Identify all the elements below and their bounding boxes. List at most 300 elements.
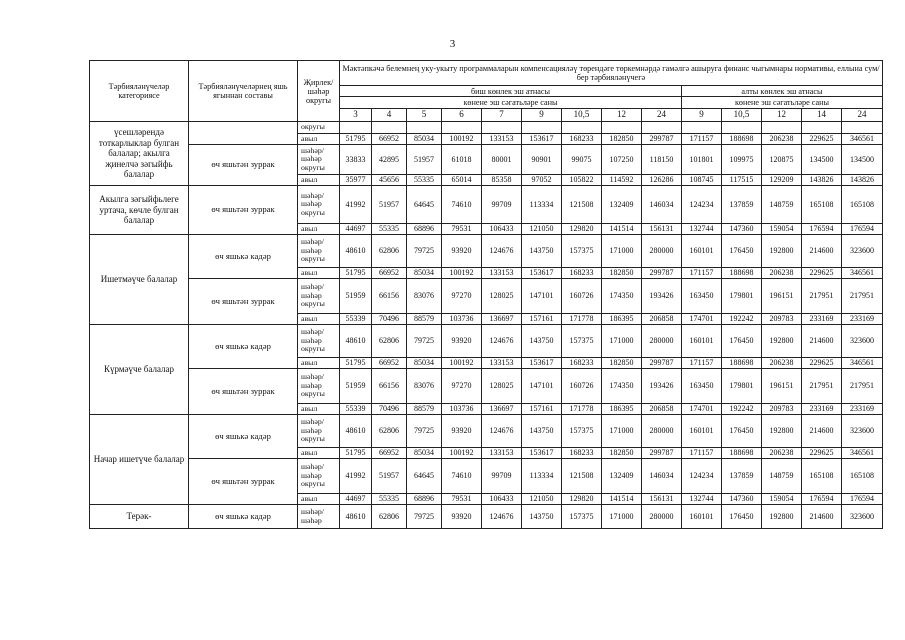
- value-cell: [407, 122, 442, 134]
- value-cell: 136697: [482, 314, 522, 325]
- value-cell: 171000: [602, 325, 642, 358]
- value-cell: 206238: [762, 358, 802, 369]
- value-cell: 79725: [407, 505, 442, 529]
- value-cell: 66952: [372, 134, 407, 145]
- value-cell: [762, 122, 802, 134]
- value-cell: 299787: [642, 358, 682, 369]
- value-cell: 143750: [522, 505, 562, 529]
- header-hours-label-6: көнене эш сәгатьләре саны: [682, 97, 883, 109]
- value-cell: 192800: [762, 505, 802, 529]
- category-cell: Ишетмәүче балалар: [90, 235, 189, 325]
- category-cell: үсешләрендә тоткарлыклар булган балалар; акылга җинелчә зәгыйфь балалар: [90, 122, 189, 186]
- value-cell: 206238: [762, 448, 802, 459]
- value-cell: 146034: [642, 186, 682, 224]
- value-cell: 153617: [522, 268, 562, 279]
- hours-header-5-6: 10,5: [562, 109, 602, 122]
- value-cell: 64645: [407, 186, 442, 224]
- value-cell: 299787: [642, 134, 682, 145]
- value-cell: 55335: [372, 224, 407, 235]
- value-cell: 100192: [442, 448, 482, 459]
- value-cell: 233169: [802, 404, 842, 415]
- location-cell: шәһәр/ шәһәр округы: [298, 459, 340, 494]
- value-cell: 176594: [842, 494, 883, 505]
- value-cell: 88579: [407, 404, 442, 415]
- value-cell: 229625: [802, 134, 842, 145]
- value-cell: 129820: [562, 494, 602, 505]
- value-cell: 280000: [642, 415, 682, 448]
- value-cell: 163450: [682, 279, 722, 314]
- value-cell: 168233: [562, 358, 602, 369]
- header-five-day-week: биш көнлек эш атнасы: [340, 86, 682, 97]
- value-cell: 66952: [372, 268, 407, 279]
- value-cell: 66952: [372, 448, 407, 459]
- value-cell: 137859: [722, 459, 762, 494]
- value-cell: 160101: [682, 325, 722, 358]
- hours-header-5-4: 7: [482, 109, 522, 122]
- value-cell: 165108: [802, 186, 842, 224]
- value-cell: 176450: [722, 415, 762, 448]
- value-cell: 196151: [762, 369, 802, 404]
- value-cell: 192242: [722, 404, 762, 415]
- value-cell: 171157: [682, 448, 722, 459]
- value-cell: 124676: [482, 505, 522, 529]
- header-category: Тәрбияләнүчеләр категориясе: [90, 61, 189, 122]
- hours-header-5-3: 6: [442, 109, 482, 122]
- value-cell: 188698: [722, 134, 762, 145]
- location-cell: авыл: [298, 268, 340, 279]
- category-cell: Акылга зәгыйфьлеге уртача, көчле булган балалар: [90, 186, 189, 235]
- value-cell: 48610: [340, 325, 372, 358]
- age-group-cell: өч яшьтән зуррак: [189, 279, 298, 325]
- value-cell: 129820: [562, 224, 602, 235]
- location-cell: шәһәр/ шәһәр: [298, 505, 340, 529]
- value-cell: 156131: [642, 224, 682, 235]
- value-cell: 100192: [442, 358, 482, 369]
- age-group-cell: өч яшьтән зуррак: [189, 186, 298, 235]
- value-cell: 147101: [522, 369, 562, 404]
- value-cell: 153617: [522, 358, 562, 369]
- value-cell: 103736: [442, 404, 482, 415]
- value-cell: 182850: [602, 134, 642, 145]
- value-cell: 143750: [522, 415, 562, 448]
- value-cell: 214600: [802, 235, 842, 268]
- location-cell: шәһәр/ шәһәр округы: [298, 186, 340, 224]
- table-row: [90, 325, 883, 358]
- hours-header-5-5: 9: [522, 109, 562, 122]
- value-cell: 229625: [802, 358, 842, 369]
- location-cell: авыл: [298, 448, 340, 459]
- value-cell: 346561: [842, 268, 883, 279]
- value-cell: 80001: [482, 145, 522, 175]
- location-cell: шәһәр/ шәһәр округы: [298, 145, 340, 175]
- value-cell: 165108: [842, 186, 883, 224]
- value-cell: 55339: [340, 404, 372, 415]
- value-cell: 157375: [562, 325, 602, 358]
- table-row: [90, 122, 883, 134]
- value-cell: 74610: [442, 186, 482, 224]
- value-cell: 132744: [682, 224, 722, 235]
- value-cell: 206858: [642, 314, 682, 325]
- value-cell: [642, 122, 682, 134]
- value-cell: 160101: [682, 415, 722, 448]
- value-cell: 188698: [722, 448, 762, 459]
- value-cell: 55339: [340, 314, 372, 325]
- value-cell: 134500: [842, 145, 883, 175]
- value-cell: 51957: [372, 459, 407, 494]
- table-row: [90, 415, 883, 448]
- value-cell: 134500: [802, 145, 842, 175]
- value-cell: 143826: [842, 175, 883, 186]
- location-cell: авыл: [298, 175, 340, 186]
- value-cell: 79725: [407, 235, 442, 268]
- value-cell: 188698: [722, 268, 762, 279]
- value-cell: 93920: [442, 235, 482, 268]
- value-cell: 143750: [522, 325, 562, 358]
- header-hours-label-5: көнене эш сәгатьләре саны: [340, 97, 682, 109]
- value-cell: 174701: [682, 314, 722, 325]
- value-cell: 176594: [842, 224, 883, 235]
- value-cell: [722, 122, 762, 134]
- value-cell: 99709: [482, 459, 522, 494]
- value-cell: 160726: [562, 369, 602, 404]
- value-cell: 193426: [642, 279, 682, 314]
- value-cell: 160101: [682, 235, 722, 268]
- value-cell: 153617: [522, 448, 562, 459]
- value-cell: 153617: [522, 134, 562, 145]
- location-cell: шәһәр/ шәһәр округы: [298, 415, 340, 448]
- value-cell: 85034: [407, 134, 442, 145]
- value-cell: 42895: [372, 145, 407, 175]
- hours-header-6-2: 12: [762, 109, 802, 122]
- page-number: 3: [449, 38, 456, 50]
- value-cell: 124676: [482, 235, 522, 268]
- value-cell: 233169: [842, 314, 883, 325]
- location-cell: авыл: [298, 358, 340, 369]
- location-cell: авыл: [298, 404, 340, 415]
- value-cell: 97052: [522, 175, 562, 186]
- value-cell: 44697: [340, 494, 372, 505]
- value-cell: 68896: [407, 494, 442, 505]
- hours-header-5-2: 5: [407, 109, 442, 122]
- value-cell: 148759: [762, 459, 802, 494]
- table-row: [90, 235, 883, 268]
- value-cell: 346561: [842, 134, 883, 145]
- table-row: [90, 279, 883, 314]
- age-group-cell: өч яшьтән зуррак: [189, 459, 298, 505]
- value-cell: 70496: [372, 404, 407, 415]
- value-cell: 120875: [762, 145, 802, 175]
- value-cell: 192800: [762, 325, 802, 358]
- value-cell: 186395: [602, 314, 642, 325]
- value-cell: 51957: [407, 145, 442, 175]
- location-cell: шәһәр/ шәһәр округы: [298, 235, 340, 268]
- value-cell: 176450: [722, 505, 762, 529]
- value-cell: 141514: [602, 224, 642, 235]
- value-cell: 62806: [372, 325, 407, 358]
- value-cell: 85034: [407, 358, 442, 369]
- value-cell: [482, 122, 522, 134]
- value-cell: 41992: [340, 186, 372, 224]
- value-cell: 106433: [482, 224, 522, 235]
- value-cell: 107250: [602, 145, 642, 175]
- value-cell: 157375: [562, 415, 602, 448]
- value-cell: 132744: [682, 494, 722, 505]
- table-row: [90, 186, 883, 224]
- hours-header-5-1: 4: [372, 109, 407, 122]
- value-cell: 171157: [682, 134, 722, 145]
- value-cell: 136697: [482, 404, 522, 415]
- value-cell: 90901: [522, 145, 562, 175]
- hours-header-6-0: 9: [682, 109, 722, 122]
- value-cell: 103736: [442, 314, 482, 325]
- location-cell: округы: [298, 122, 340, 134]
- age-group-cell: өч яшьтән зуррак: [189, 369, 298, 415]
- value-cell: 100192: [442, 134, 482, 145]
- value-cell: 157161: [522, 314, 562, 325]
- value-cell: 171157: [682, 268, 722, 279]
- value-cell: 280000: [642, 505, 682, 529]
- value-cell: 143750: [522, 235, 562, 268]
- value-cell: 132409: [602, 459, 642, 494]
- value-cell: 346561: [842, 448, 883, 459]
- value-cell: 62806: [372, 415, 407, 448]
- value-cell: 196151: [762, 279, 802, 314]
- value-cell: 171000: [602, 505, 642, 529]
- value-cell: 160101: [682, 505, 722, 529]
- value-cell: 168233: [562, 448, 602, 459]
- value-cell: 192242: [722, 314, 762, 325]
- value-cell: 299787: [642, 268, 682, 279]
- value-cell: 51959: [340, 279, 372, 314]
- value-cell: 160726: [562, 279, 602, 314]
- value-cell: 55335: [372, 494, 407, 505]
- value-cell: 323600: [842, 325, 883, 358]
- value-cell: 214600: [802, 505, 842, 529]
- value-cell: 61018: [442, 145, 482, 175]
- value-cell: 124676: [482, 325, 522, 358]
- value-cell: 108745: [682, 175, 722, 186]
- value-cell: 209783: [762, 314, 802, 325]
- value-cell: 128025: [482, 369, 522, 404]
- hours-header-5-0: 3: [340, 109, 372, 122]
- value-cell: 206858: [642, 404, 682, 415]
- value-cell: 280000: [642, 235, 682, 268]
- value-cell: 45656: [372, 175, 407, 186]
- location-cell: авыл: [298, 314, 340, 325]
- value-cell: 133153: [482, 448, 522, 459]
- age-group-cell: өч яшькә кадәр: [189, 505, 298, 529]
- age-group-cell: өч яшькә кадәр: [189, 415, 298, 459]
- value-cell: 51795: [340, 358, 372, 369]
- value-cell: 182850: [602, 358, 642, 369]
- location-cell: авыл: [298, 224, 340, 235]
- value-cell: 83076: [407, 369, 442, 404]
- location-cell: авыл: [298, 494, 340, 505]
- value-cell: 48610: [340, 505, 372, 529]
- value-cell: 83076: [407, 279, 442, 314]
- value-cell: 121050: [522, 494, 562, 505]
- value-cell: 165108: [802, 459, 842, 494]
- hours-header-6-4: 24: [842, 109, 883, 122]
- value-cell: 137859: [722, 186, 762, 224]
- value-cell: 132409: [602, 186, 642, 224]
- value-cell: 176450: [722, 325, 762, 358]
- value-cell: [372, 122, 407, 134]
- value-cell: 66952: [372, 358, 407, 369]
- category-cell: Терәк-: [90, 505, 189, 529]
- value-cell: 323600: [842, 505, 883, 529]
- value-cell: 179801: [722, 279, 762, 314]
- value-cell: 214600: [802, 325, 842, 358]
- value-cell: 159054: [762, 494, 802, 505]
- hours-header-6-3: 14: [802, 109, 842, 122]
- value-cell: 100192: [442, 268, 482, 279]
- header-age: Тәрбияләнүчеләрнең яшь ягыннан составы: [189, 61, 298, 122]
- value-cell: 101801: [682, 145, 722, 175]
- location-cell: шәһәр/ шәһәр округы: [298, 369, 340, 404]
- value-cell: 217951: [802, 369, 842, 404]
- value-cell: 126286: [642, 175, 682, 186]
- location-cell: авыл: [298, 134, 340, 145]
- value-cell: 55335: [407, 175, 442, 186]
- value-cell: 206238: [762, 268, 802, 279]
- value-cell: 88579: [407, 314, 442, 325]
- value-cell: 171000: [602, 235, 642, 268]
- value-cell: 141514: [602, 494, 642, 505]
- value-cell: 79725: [407, 415, 442, 448]
- header-main: Мәктәпкәчә белемнең уку-укыту программаларын компенсацияләү төрендәге төркемнәрдә гамәлгә ашыруга финанс чыгымнары нормативы, еллына сум/бер тәрбияләнүчегә: [340, 61, 883, 86]
- age-group-cell: өч яшькә кадәр: [189, 325, 298, 369]
- header-location: Җирлек/ шәһәр округы: [298, 61, 340, 122]
- value-cell: 48610: [340, 235, 372, 268]
- value-cell: 217951: [842, 279, 883, 314]
- value-cell: 188698: [722, 358, 762, 369]
- value-cell: 159054: [762, 224, 802, 235]
- value-cell: [602, 122, 642, 134]
- value-cell: 156131: [642, 494, 682, 505]
- category-cell: Начар ишетүче балалар: [90, 415, 189, 505]
- value-cell: 280000: [642, 325, 682, 358]
- value-cell: 62806: [372, 235, 407, 268]
- value-cell: 174350: [602, 279, 642, 314]
- value-cell: 124676: [482, 415, 522, 448]
- value-cell: 163450: [682, 369, 722, 404]
- value-cell: 124234: [682, 186, 722, 224]
- value-cell: 113334: [522, 186, 562, 224]
- value-cell: 114592: [602, 175, 642, 186]
- value-cell: [562, 122, 602, 134]
- table-row: [90, 369, 883, 404]
- value-cell: 146034: [642, 459, 682, 494]
- value-cell: 157161: [522, 404, 562, 415]
- value-cell: 193426: [642, 369, 682, 404]
- value-cell: 148759: [762, 186, 802, 224]
- value-cell: 41992: [340, 459, 372, 494]
- value-cell: 79531: [442, 494, 482, 505]
- value-cell: 51957: [372, 186, 407, 224]
- value-cell: 186395: [602, 404, 642, 415]
- value-cell: 174701: [682, 404, 722, 415]
- value-cell: 171000: [602, 415, 642, 448]
- value-cell: [802, 122, 842, 134]
- value-cell: 105822: [562, 175, 602, 186]
- value-cell: 62806: [372, 505, 407, 529]
- value-cell: 192800: [762, 415, 802, 448]
- value-cell: 299787: [642, 448, 682, 459]
- value-cell: 85034: [407, 268, 442, 279]
- age-group-cell: өч яшькә кадәр: [189, 235, 298, 279]
- value-cell: 233169: [842, 404, 883, 415]
- age-group-cell: өч яшьтән зуррак: [189, 145, 298, 186]
- value-cell: 147101: [522, 279, 562, 314]
- value-cell: 121508: [562, 459, 602, 494]
- value-cell: 33833: [340, 145, 372, 175]
- value-cell: 182850: [602, 448, 642, 459]
- value-cell: 93920: [442, 505, 482, 529]
- category-cell: Күрмәүче балалар: [90, 325, 189, 415]
- value-cell: 182850: [602, 268, 642, 279]
- value-cell: [522, 122, 562, 134]
- value-cell: 229625: [802, 268, 842, 279]
- hours-header-6-1: 10,5: [722, 109, 762, 122]
- table-row: [90, 459, 883, 494]
- value-cell: 97270: [442, 369, 482, 404]
- value-cell: 157375: [562, 505, 602, 529]
- value-cell: 147360: [722, 224, 762, 235]
- table-row: [90, 505, 883, 529]
- value-cell: 109975: [722, 145, 762, 175]
- value-cell: [842, 122, 883, 134]
- age-group-cell: [189, 122, 298, 145]
- value-cell: 346561: [842, 358, 883, 369]
- value-cell: 214600: [802, 415, 842, 448]
- table-row: [90, 145, 883, 175]
- value-cell: 51795: [340, 448, 372, 459]
- value-cell: 165108: [842, 459, 883, 494]
- value-cell: 133153: [482, 134, 522, 145]
- value-cell: 229625: [802, 448, 842, 459]
- value-cell: 106433: [482, 494, 522, 505]
- value-cell: 176594: [802, 224, 842, 235]
- value-cell: 209783: [762, 404, 802, 415]
- value-cell: 133153: [482, 358, 522, 369]
- value-cell: 66156: [372, 279, 407, 314]
- value-cell: 118150: [642, 145, 682, 175]
- value-cell: 179801: [722, 369, 762, 404]
- value-cell: 143826: [802, 175, 842, 186]
- value-cell: 157375: [562, 235, 602, 268]
- value-cell: 217951: [802, 279, 842, 314]
- hours-header-5-8: 24: [642, 109, 682, 122]
- value-cell: 174350: [602, 369, 642, 404]
- value-cell: 171778: [562, 404, 602, 415]
- value-cell: 171157: [682, 358, 722, 369]
- value-cell: 129209: [762, 175, 802, 186]
- hours-header-5-7: 12: [602, 109, 642, 122]
- normatives-table: [89, 60, 883, 529]
- value-cell: 233169: [802, 314, 842, 325]
- value-cell: 217951: [842, 369, 883, 404]
- value-cell: [442, 122, 482, 134]
- value-cell: 74610: [442, 459, 482, 494]
- value-cell: 323600: [842, 235, 883, 268]
- location-cell: шәһәр/ шәһәр округы: [298, 325, 340, 358]
- value-cell: 85358: [482, 175, 522, 186]
- value-cell: 121508: [562, 186, 602, 224]
- value-cell: 99075: [562, 145, 602, 175]
- value-cell: 35977: [340, 175, 372, 186]
- value-cell: 79725: [407, 325, 442, 358]
